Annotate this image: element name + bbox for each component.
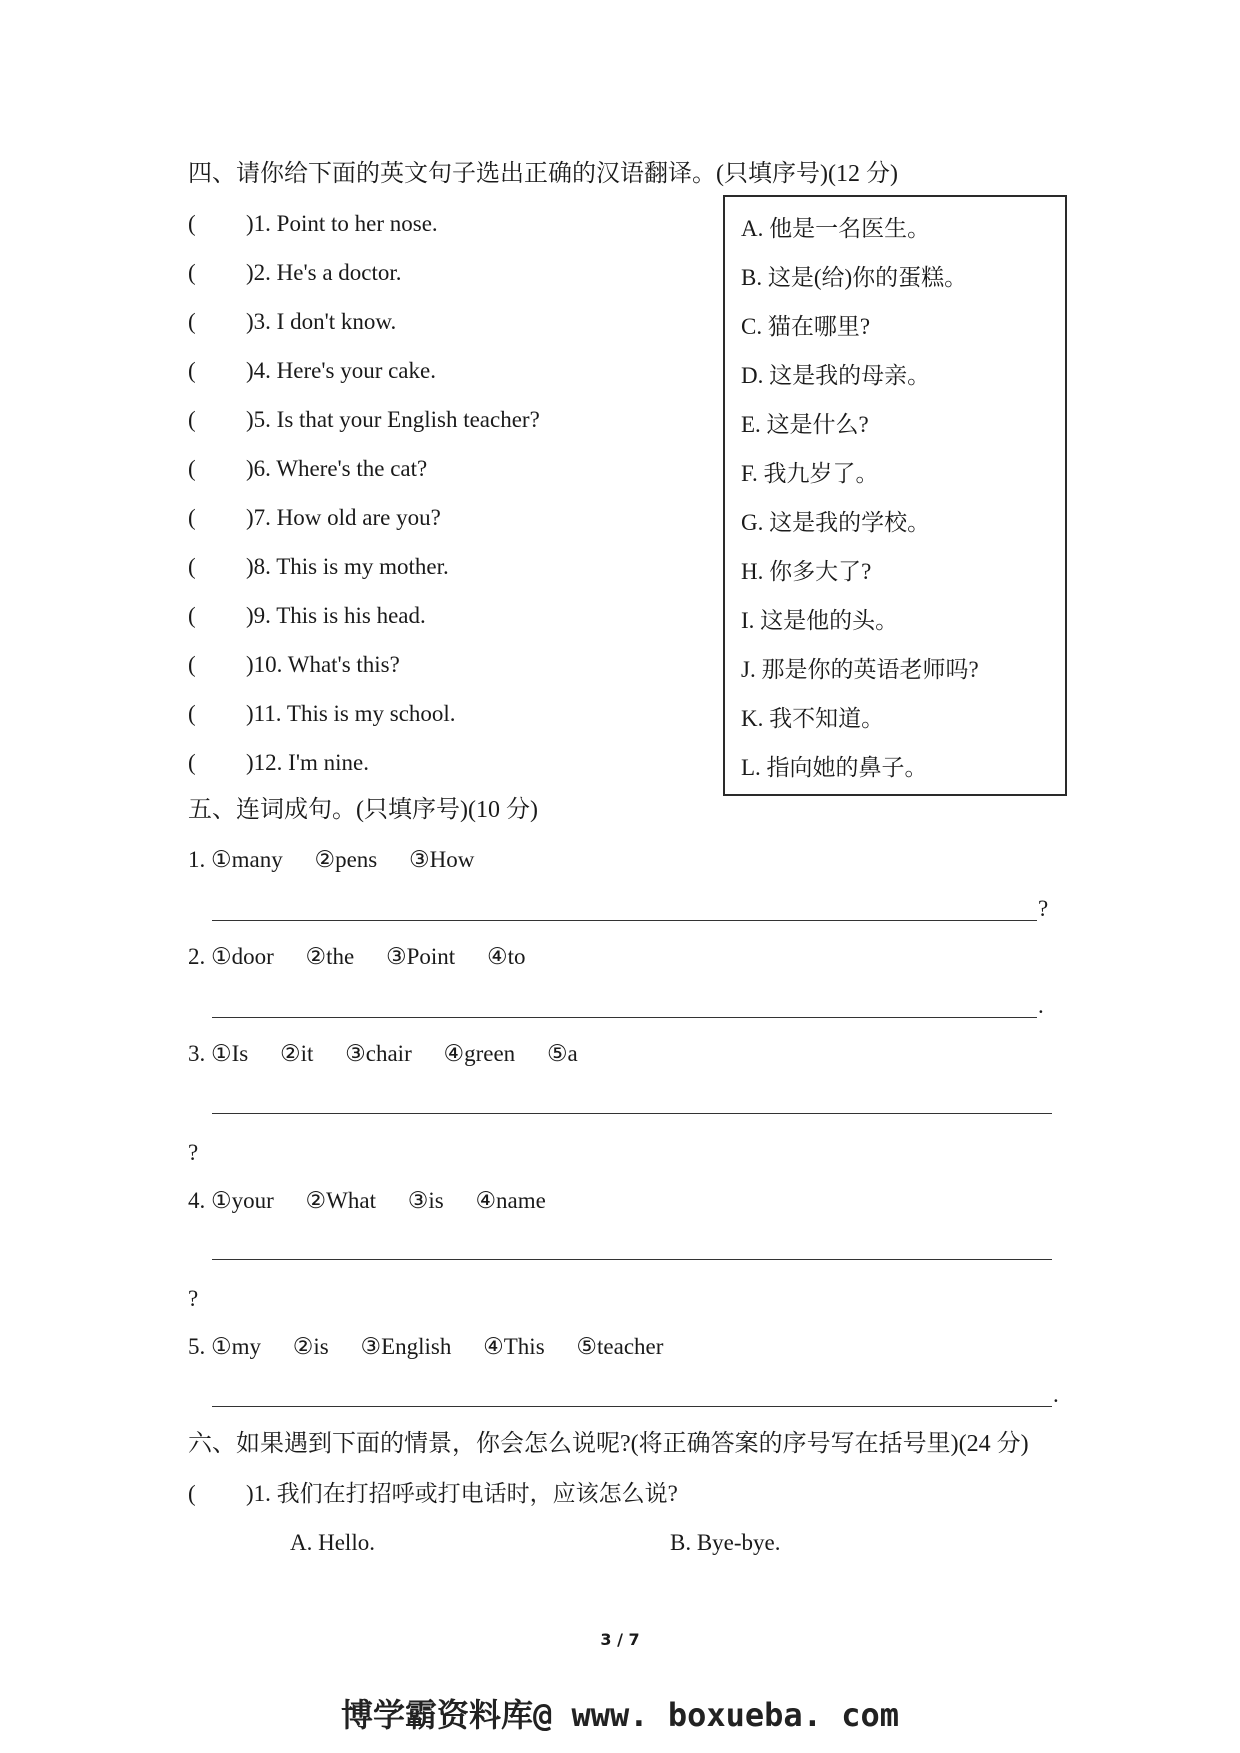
option-h: H. 你多大了?	[741, 559, 872, 584]
sentence: )12. I'm nine.	[246, 750, 369, 775]
translation-options-box	[723, 195, 1067, 796]
section5-question-5	[188, 1333, 689, 1361]
option-k: K. 我不知道。	[741, 706, 885, 731]
section5-question-3	[188, 1040, 604, 1068]
answer-line[interactable]	[212, 920, 1037, 921]
question-number: 1.	[188, 847, 206, 872]
answer-line[interactable]	[212, 1406, 1052, 1407]
option-f: F. 我九岁了。	[741, 461, 879, 486]
option-c: C. 猫在哪里?	[741, 314, 871, 339]
word-chip: ②the	[305, 944, 355, 969]
watermark: 博学霸资料库@ www. boxueba. com	[340, 1696, 900, 1734]
section6-heading: 六、如果遇到下面的情景，你会怎么说呢?(将正确答案的序号写在括号里)(24 分)	[188, 1431, 1029, 1457]
sentence-end-mark: .	[1053, 1382, 1059, 1407]
section5-heading: 五、连词成句。(只填序号)(10 分)	[188, 797, 538, 823]
question-number: 2.	[188, 944, 206, 969]
answer-bracket[interactable]: (	[188, 358, 196, 383]
answer-bracket[interactable]: (	[188, 701, 196, 726]
section4-heading: 四、请你给下面的英文句子选出正确的汉语翻译。(只填序号)(12 分)	[188, 161, 898, 187]
word-chip: ④to	[486, 944, 526, 969]
answer-line[interactable]	[212, 1259, 1052, 1260]
answer-bracket[interactable]: (	[188, 407, 196, 432]
word-chip: ①my	[211, 1334, 262, 1359]
option-e: E. 这是什么?	[741, 412, 869, 437]
word-chip: ④green	[443, 1041, 516, 1066]
sentence: )1. Point to her nose.	[246, 211, 438, 236]
sentence: )10. What's this?	[246, 652, 400, 677]
sentence: )7. How old are you?	[246, 505, 441, 530]
section5-question-1	[188, 846, 500, 874]
choice-a: A. Hello.	[290, 1530, 375, 1555]
word-chip: ④name	[475, 1188, 546, 1213]
option-a: A. 他是一名医生。	[741, 216, 931, 241]
sentence-end-mark: ?	[188, 1286, 199, 1311]
word-chip: ①your	[211, 1188, 274, 1213]
sentence: )2. He's a doctor.	[246, 260, 402, 285]
word-chip: ③is	[407, 1188, 444, 1213]
option-g: G. 这是我的学校。	[741, 510, 931, 535]
sentence-end-mark: .	[1038, 993, 1044, 1018]
question-number: 4.	[188, 1188, 206, 1213]
word-chip: ④This	[483, 1334, 545, 1359]
sentence: )6. Where's the cat?	[246, 456, 428, 481]
section5-question-2	[188, 943, 551, 971]
sentence: )8. This is my mother.	[246, 554, 449, 579]
word-chip: ②is	[292, 1334, 329, 1359]
answer-bracket[interactable]: (	[188, 211, 196, 236]
word-chip: ①Is	[211, 1041, 249, 1066]
answer-line[interactable]	[212, 1017, 1037, 1018]
sentence: )4. Here's your cake.	[246, 358, 436, 383]
word-chip: ②it	[279, 1041, 314, 1066]
answer-bracket[interactable]: (	[188, 456, 196, 481]
answer-bracket[interactable]: (	[188, 1481, 196, 1506]
option-d: D. 这是我的母亲。	[741, 363, 931, 388]
word-chip: ①many	[211, 847, 283, 872]
word-chip: ②What	[305, 1188, 376, 1213]
word-chip: ⑤teacher	[576, 1334, 664, 1359]
answer-line[interactable]	[212, 1113, 1052, 1114]
word-chip: ②pens	[314, 847, 378, 872]
word-chip: ③How	[409, 847, 475, 872]
sentence: )3. I don't know.	[246, 309, 397, 334]
answer-bracket[interactable]: (	[188, 603, 196, 628]
sentence-end-mark: ?	[1038, 896, 1049, 921]
page-number: 3 / 7	[600, 1630, 640, 1649]
sentence: )11. This is my school.	[246, 701, 456, 726]
answer-bracket[interactable]: (	[188, 309, 196, 334]
question-number: 3.	[188, 1041, 206, 1066]
option-b: B. 这是(给)你的蛋糕。	[741, 265, 968, 290]
answer-bracket[interactable]: (	[188, 260, 196, 285]
word-chip: ③Point	[386, 944, 456, 969]
choice-b: B. Bye-bye.	[670, 1530, 781, 1555]
answer-bracket[interactable]: (	[188, 750, 196, 775]
word-chip: ③English	[360, 1334, 452, 1359]
sentence: )9. This is his head.	[246, 603, 426, 628]
sentence: )5. Is that your English teacher?	[246, 407, 540, 432]
word-chip: ③chair	[345, 1041, 412, 1066]
sentence-end-mark: ?	[188, 1140, 199, 1165]
option-i: I. 这是他的头。	[741, 608, 899, 633]
answer-bracket[interactable]: (	[188, 652, 196, 677]
question-number: 5.	[188, 1334, 206, 1359]
section5-question-4	[188, 1187, 572, 1215]
option-l: L. 指向她的鼻子。	[741, 755, 928, 780]
word-chip: ⑤a	[546, 1041, 578, 1066]
word-chip: ①door	[211, 944, 274, 969]
answer-bracket[interactable]: (	[188, 505, 196, 530]
answer-bracket[interactable]: (	[188, 554, 196, 579]
option-j: J. 那是你的英语老师吗?	[741, 657, 979, 682]
question-text: )1. 我们在打招呼或打电话时，应该怎么说?	[246, 1481, 678, 1506]
